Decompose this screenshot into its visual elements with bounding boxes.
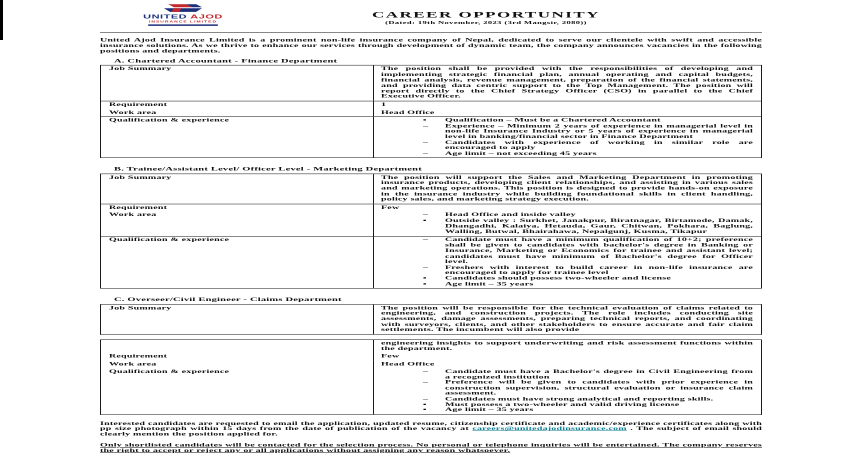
qualification-label: Qualification & experience <box>101 368 374 414</box>
bullet-item <box>381 408 753 414</box>
bullet-marker: ▪ <box>423 275 427 282</box>
work-area-bullets <box>374 212 761 236</box>
section-c-table-part1 <box>100 304 762 335</box>
table-row <box>101 212 761 236</box>
work-area-label: Work area <box>101 212 374 236</box>
requirement-value: Few <box>381 204 400 211</box>
bullet-text: Qualification – Must be a Chartered Accountant <box>445 117 661 124</box>
bullet-item <box>381 218 753 235</box>
section-a-table <box>100 65 762 158</box>
logo-underline-bar <box>148 24 218 26</box>
logo-tagline: INSURANCE LIMITED <box>148 19 218 24</box>
job-summary-label: Job Summary <box>101 66 374 101</box>
bullet-item <box>381 237 753 265</box>
bullet-item <box>381 282 753 288</box>
bullet-text: Freshers with interest to build career in non-life insurance are encouraged to apply for trainee level <box>445 264 753 276</box>
empty-label-cell <box>101 340 374 353</box>
qualification-bullets <box>374 368 761 414</box>
job-summary-text: The position will be responsible for the technical evaluation of claims related to engineering, and construction projects. The role includes conducting site assessments, damage assessments, preparing technical reports, and coordinating with surveyors, clients, and other stakeholders to ensure accurate and fair claim settlements. The incumbent will also provide <box>381 305 753 333</box>
document-header <box>100 2 762 33</box>
bullet-text: Preference will be given to candidates with prior experience in construction supervision, structural evaluation or insurance claim assessment. <box>445 379 753 397</box>
bullet-item <box>381 151 753 157</box>
work-area-label: Work area <box>101 109 374 117</box>
job-summary-label: Job Summary <box>101 305 374 335</box>
qualification-label: Qualification & experience <box>101 117 374 158</box>
bullet-text: Age limit – 35 years <box>445 407 534 413</box>
bullet-text: Must possess a two-wheeler and valid driving license <box>445 401 680 408</box>
bullet-marker: – <box>423 368 429 375</box>
bullet-text: Candidates must have strong analytical and reporting skills. <box>445 396 714 402</box>
bullet-marker: – <box>423 396 429 402</box>
requirement-label: Requirement <box>101 204 374 212</box>
job-summary-label: Job Summary <box>101 174 374 204</box>
section-b-table <box>100 174 762 289</box>
table-row <box>101 305 761 335</box>
table-row <box>101 174 761 204</box>
date-line: (Dated: 19th November, 2023 (3rd Mangsir, 2080)) <box>385 19 587 25</box>
bullet-item <box>381 140 753 151</box>
bullet-text: Age limit – 35 years <box>445 281 534 287</box>
bullet-text: Experience – Minimum 2 years of experience in managerial level in non-life Insurance Industry or 5 years of experience in managerial level in banking/financial sector in Finance Department <box>445 123 753 140</box>
job-summary-text: The position shall be provided with the responsibilities of developing and implementing strategic financial plan, annual operating and capital budgets, financial analysis, revenue management, preparation of the financial statements, and providing data centric support to the Top Management. The position will report directly to the Chief Strategy Officer (CSO) in parallel to the Chief Executive Officer. <box>381 66 753 100</box>
bullet-marker: – <box>423 139 429 146</box>
table-row <box>101 340 761 353</box>
company-logo <box>128 4 238 26</box>
requirement-value: Few <box>381 353 400 360</box>
section-a-heading: A. Chartered Accountant - Finance Department <box>114 58 338 64</box>
application-email-link[interactable]: careers@unitedajodinsurance.com <box>472 426 627 432</box>
section-b-heading: B. Trainee/Assistant Level/ Officer Level - Marketing Department <box>114 166 422 173</box>
section-c-heading: C. Overseer/Civil Engineer - Claims Department <box>114 296 342 303</box>
job-summary-continuation: engineering insights to support underwriting and risk assessment functions within the department. <box>381 340 753 352</box>
intro-paragraph: United Ajod Insurance Limited is a prominent non-life insurance company of Nepal, dedicated to serve our clientele with swift and accessible insurance solutions. As we thrive to enhance our services through development of dynamic team, the company announces vacancies in the following positions and departments. <box>100 37 762 55</box>
bullet-marker: – <box>423 236 429 243</box>
bullet-marker: – <box>423 379 429 386</box>
bullet-marker: ▪ <box>423 407 427 413</box>
bullet-item <box>381 369 753 380</box>
application-instructions-paragraph <box>100 421 762 438</box>
bullet-text: Candidates with experience of working in similar role are encouraged to apply <box>445 139 753 151</box>
application-instructions-before: Interested candidates are requested to email the application, updated resume, citizenship certificate and academic/experience certificates along with pp size photograph within 15 days from the date of publication of the vacancy at <box>100 420 762 432</box>
work-area-label: Work area <box>101 361 374 369</box>
table-row <box>101 116 761 157</box>
brand-word-ajod: AJOD <box>190 13 223 20</box>
requirement-label: Requirement <box>101 353 374 361</box>
bullet-marker: – <box>423 264 429 271</box>
flag-emblem-icon <box>162 4 204 14</box>
brand-wordmark <box>128 14 238 20</box>
bullet-marker: ▪ <box>423 281 427 287</box>
title-block <box>240 10 732 25</box>
bullet-text: Candidates should possess two-wheeler and license <box>445 275 672 282</box>
bullet-marker: – <box>423 150 429 157</box>
job-summary-text: The position will support the Sales and Marketing Department in promoting insurance products, developing client relationships, and assisting in various sales and marketing operations. This position is designed to provide hands-on exposure in the insurance industry while building foundational skills in client handling, policy sales, and marketing strategy execution. <box>381 174 753 203</box>
page-title: CAREER OPPORTUNITY <box>371 9 601 20</box>
table-row <box>101 368 761 414</box>
bullet-text: Head Office and inside valley <box>445 212 576 219</box>
bullet-text: Candidate must have a minimum qualification of 10+2; preference shall be given to candidates with bachelor's degree in Banking or Insurance, Marketing or Economics for trainee and assistant level; candidates must have minimum of Bachelor's degree for Officer level. <box>445 236 753 265</box>
work-area-value: Head Office <box>381 361 435 367</box>
disclaimer-paragraph: Only shortlisted candidates will be contacted for the selection process. No personal or telephone inquiries will be entertained. The company reserves the right to accept or reject any or all applications without assigning any reason whatsoever. <box>100 442 762 454</box>
qualification-label: Qualification & experience <box>101 236 374 288</box>
table-row <box>101 204 761 212</box>
bullet-marker: – <box>423 212 429 219</box>
requirement-value: 1 <box>381 101 387 108</box>
section-c-table-part2 <box>100 339 762 414</box>
table-row <box>101 101 761 109</box>
footer-notes <box>100 421 762 454</box>
bullet-marker: ▪ <box>423 217 427 224</box>
qualification-bullets <box>374 117 761 158</box>
table-row <box>101 236 761 288</box>
brand-word-united: UNITED <box>143 13 188 20</box>
bullet-item <box>381 380 753 397</box>
work-area-value: Head Office <box>381 109 435 116</box>
application-instructions-after: . The subject of email should clearly mention the position applied for. <box>100 426 762 438</box>
bullet-item <box>381 124 753 141</box>
table-row <box>101 353 761 361</box>
bullet-marker: – <box>423 123 429 129</box>
bullet-text: Outside valley : Surkhet, Janakpur, Biratnagar, Birtamode, Damak, Dhangadhi, Kalaiya, Hetauda, Gaur, Chitwan, Pokhara, Baglung, Walling, Butwal, Bhairahawa, Nepalgunj, Kusma, Tikapur <box>445 217 753 235</box>
table-row <box>101 109 761 117</box>
bullet-marker: ▪ <box>423 117 427 124</box>
qualification-bullets <box>374 236 761 288</box>
table-row <box>101 361 761 369</box>
bullet-item <box>381 265 753 276</box>
bullet-marker: ▪ <box>423 401 427 408</box>
table-row <box>101 66 761 101</box>
bullet-text: Candidate must have a Bachelor's degree in Civil Engineering from a recognized institution <box>445 368 753 380</box>
requirement-label: Requirement <box>101 101 374 109</box>
bullet-text: Age limit – not exceeding 45 years <box>445 150 597 157</box>
